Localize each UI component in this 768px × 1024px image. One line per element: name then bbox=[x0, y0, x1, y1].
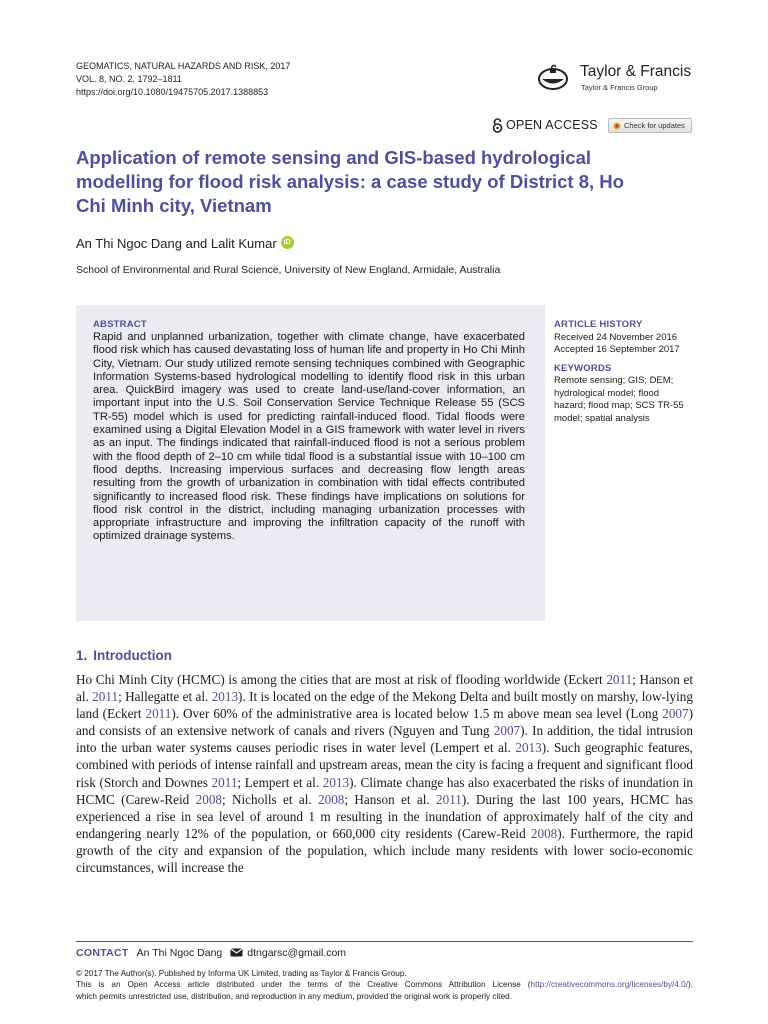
body-text: ) and consists of an extensive network of canals and rivers (Nguyen and Tung bbox=[76, 706, 694, 739]
citation-link[interactable]: 2011 bbox=[145, 706, 172, 722]
check-updates-icon bbox=[613, 122, 621, 130]
lamp-logo-icon bbox=[536, 62, 570, 92]
introduction-body bbox=[76, 671, 693, 876]
body-text: Ho Chi Minh City (HCMC) is among the cities that are most at risk of flooding worldwide (Eckert bbox=[76, 672, 607, 687]
publisher-group: Taylor & Francis Group bbox=[581, 83, 658, 92]
section-number: 1. bbox=[76, 648, 88, 663]
body-text: ; Hallegatte et al. bbox=[118, 689, 212, 705]
orcid-icon[interactable]: iD bbox=[281, 236, 294, 249]
body-text: ). Such geographic features, combined with periods of intense rainfall and upstream areas, mean the city is facing a frequent and significant flood risk (Storch and Downes bbox=[76, 740, 693, 790]
body-text: ). In addition, the tidal intrusion into the urban water systems causes periodic rises in water level (Lempert et al. bbox=[76, 723, 693, 756]
article-title: Application of remote sensing and GIS-based hydrological modelling for flood risk analysis: a case study of District 8, Ho Chi Minh city, Vietnam bbox=[76, 147, 624, 216]
license-text-end: ), bbox=[687, 980, 693, 990]
keywords-line: Remote sensing; GIS; DEM; bbox=[554, 375, 674, 386]
contact-name: An Thi Ngoc Dang bbox=[136, 947, 223, 959]
citation-link[interactable]: 2008 bbox=[318, 791, 345, 807]
license-block bbox=[76, 968, 693, 1002]
citation-link[interactable]: 2007 bbox=[493, 723, 521, 739]
citation-link[interactable]: 2007 bbox=[662, 706, 689, 722]
abstract-text: Rapid and unplanned urbanization, together with climate change, have exacerbated flood risk which has caused devastating loss of human life and property in Ho Chi Minh City, Vietnam. Our study utilized remote sensing techniques combined with Geographic Information Systems-based hydrological modelling to identify flood risk in this urban area. QuickBird imagery was used to create land-use/land-cover information, an important input into the U.S. Soil Conservation Service Technique Release 55 (SCS TR-55) model which is used for predicting rainfall-induced flood. Tidal floods were examined using a Digital Elevation Model in a GIS framework with water level in rivers as an input. The findings indicated that rainfall-induced flood is not a serious problem with the flood depth of 2–10 cm while tidal flood is a substantial issue with 10–100 cm flood depths. Increasing impervious surfaces and decreasing flow length areas resulting from the growth of urbanization in combination with tidal effects contributed significantly to increased flood risk. These findings have implications on solutions for flood risk control in the district, including managing urbanization processes with appropriate infrastructure and improving the infiltration capacity of the runoff with optimized drainage systems. bbox=[93, 331, 525, 543]
abstract-heading: ABSTRACT bbox=[93, 319, 147, 330]
citation-link[interactable]: 2011 bbox=[606, 672, 633, 687]
contact-label: CONTACT bbox=[76, 947, 129, 959]
publisher-logo bbox=[536, 60, 696, 96]
abstract-box bbox=[76, 305, 545, 621]
check-updates-label: Check for updates bbox=[624, 121, 685, 130]
journal-volume: VOL. 8, NO. 2, 1792–1811 bbox=[76, 74, 182, 84]
journal-doi[interactable]: https://doi.org/10.1080/19475705.2017.1388853 bbox=[76, 87, 269, 97]
journal-info bbox=[76, 60, 290, 99]
article-history-heading: ARTICLE HISTORY bbox=[554, 319, 643, 330]
citation-link[interactable]: 2011 bbox=[436, 791, 462, 807]
author-affiliation: School of Environmental and Rural Science, University of New England, Armidale, Australia bbox=[76, 264, 501, 276]
open-access-label: OPEN ACCESS bbox=[506, 118, 598, 132]
publisher-name: Taylor & Francis bbox=[580, 63, 692, 80]
authors-text: An Thi Ngoc Dang and Lalit Kumar bbox=[76, 236, 277, 251]
body-text: ; Lempert et al. bbox=[237, 774, 323, 790]
contact-line bbox=[76, 947, 346, 959]
body-text: ). Over 60% of the administrative area is located below 1.5 m above mean sea level (Long bbox=[171, 706, 663, 722]
copyright-line: © 2017 The Author(s). Published by Informa UK Limited, trading as Taylor & Francis Group. bbox=[76, 969, 407, 978]
citation-link[interactable]: 2013 bbox=[211, 689, 239, 705]
article-sidebar bbox=[554, 319, 714, 425]
citation-link[interactable]: 2008 bbox=[195, 791, 222, 807]
check-updates-button[interactable] bbox=[608, 118, 692, 133]
license-line-1 bbox=[76, 979, 693, 990]
body-text: ). Climate change has also exacerbated the risks of inundation in HCMC (Carew-Reid bbox=[76, 774, 693, 807]
citation-link[interactable]: 2013 bbox=[322, 774, 350, 790]
article-authors bbox=[76, 236, 294, 251]
body-text: ). During the last 100 years, HCMC has experienced a rise in sea level of around 1 m resulting in the inundation of approximately half of the city and endangering nearly 12% of the population, or 660,000 city residents (Carew-Reid bbox=[76, 791, 694, 841]
keywords-line: hazard; flood map; SCS TR-55 bbox=[554, 400, 684, 411]
license-link[interactable]: http://creativecommons.org/licenses/by/4.0/ bbox=[530, 980, 688, 990]
keywords-line: hydrological model; flood bbox=[554, 387, 660, 399]
contact-email[interactable]: dtngarsc@gmail.com bbox=[247, 947, 347, 959]
body-text: ). It is located on the edge of the Mekong Delta and built mostly on marshy, low-lying land (Eckert bbox=[76, 689, 693, 722]
citation-link[interactable]: 2013 bbox=[515, 740, 542, 756]
license-line-2: which permits unrestricted use, distribution, and reproduction in any medium, provided the original work is properly cited. bbox=[76, 991, 512, 1001]
keywords-line: model; spatial analysis bbox=[554, 412, 650, 424]
citation-link[interactable]: 2011 bbox=[92, 689, 119, 705]
accepted-date: Accepted 16 September 2017 bbox=[554, 344, 680, 355]
keywords-heading: KEYWORDS bbox=[554, 362, 612, 374]
citation-link[interactable]: 2008 bbox=[530, 825, 558, 841]
license-text-start: This is an Open Access article distributed under the terms of the Creative Commons Attribution License ( bbox=[76, 980, 531, 990]
received-date: Received 24 November 2016 bbox=[554, 331, 678, 343]
footer-divider bbox=[76, 941, 693, 942]
section-heading-introduction bbox=[76, 648, 172, 663]
body-text: ). Furthermore, the rapid growth of the city and expansion of the population, which include many residents with lower socio-economic circumstances, will increase the bbox=[76, 825, 693, 876]
body-text: ; Hanson et al. bbox=[76, 672, 693, 705]
envelope-icon bbox=[230, 948, 243, 957]
body-text: ; Hanson et al. bbox=[344, 791, 436, 807]
open-access-icon bbox=[492, 118, 503, 133]
journal-name: GEOMATICS, NATURAL HAZARDS AND RISK, 2017 bbox=[76, 61, 291, 71]
citation-link[interactable]: 2011 bbox=[211, 774, 238, 790]
body-text: ; Nicholls et al. bbox=[222, 791, 319, 807]
section-title: Introduction bbox=[93, 648, 172, 663]
